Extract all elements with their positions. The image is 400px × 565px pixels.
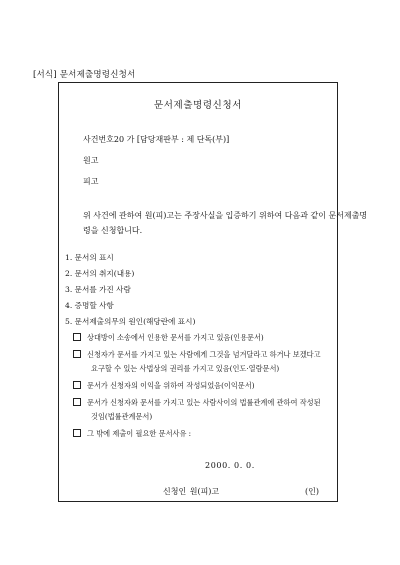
item-document-purport: 2. 문서의 취지(내용) [65,269,135,278]
checkbox[interactable] [73,333,81,341]
option-delivery-inspection-document [73,350,321,360]
applicant-signature: 신청인 원(피)고 [163,487,220,496]
option-label-continued: 요구할 수 있는 사법상의 권리를 가지고 있음(인도·열람문서) [91,364,280,373]
option-cited-document [73,333,264,343]
intro-text-line-1: 위 사건에 관하여 원(피)고는 주장사실을 입증하기 위하여 다음과 같이 문서제출명 [83,211,368,220]
item-obligation-cause: 5. 문서제출의무의 원인(해당란에 표시) [65,317,196,326]
checkbox[interactable] [73,350,81,358]
plaintiff-label: 원고 [83,156,99,165]
item-facts-to-prove: 4. 증명할 사항 [65,301,114,310]
option-label: 문서가 신청자의 이익을 위하여 작성되었음(이익문서) [87,381,255,390]
intro-text-line-2: 령을 신청합니다. [83,226,143,235]
item-document-holder: 3. 문서를 가진 사람 [65,285,131,294]
case-number-line: 사건번호20 가 [담당재판부 : 제 단독(부)] [83,135,230,144]
application-date: 2000. 0. 0. [205,461,255,470]
item-document-description: 1. 문서의 표시 [65,253,114,262]
option-label: 신청자가 문서를 가지고 있는 사람에게 그것을 넘겨달라고 하거나 보겠다고 [87,350,321,359]
option-legal-relation-document [73,398,321,408]
form-reference-tag: [서식] 문서제출명령신청서 [33,70,136,80]
option-label: 문서가 신청자와 문서를 가지고 있는 사람사이의 법률관계에 관하여 작성된 [87,398,321,407]
defendant-label: 피고 [83,177,99,186]
option-label: 상대방이 소송에서 인용한 문서를 가지고 있음(인용문서) [87,333,264,342]
checkbox[interactable] [73,398,81,406]
application-form [58,82,368,502]
option-label: 그 밖에 제출이 필요한 문서사유 : [87,429,192,438]
option-label-continued: 것임(법률관계문서) [91,412,153,421]
option-benefit-document [73,381,255,391]
seal-mark: (인) [305,487,319,496]
option-other-reason [73,429,191,439]
form-title: 문서제출명령신청서 [154,100,242,111]
checkbox[interactable] [73,429,81,437]
checkbox[interactable] [73,381,81,389]
